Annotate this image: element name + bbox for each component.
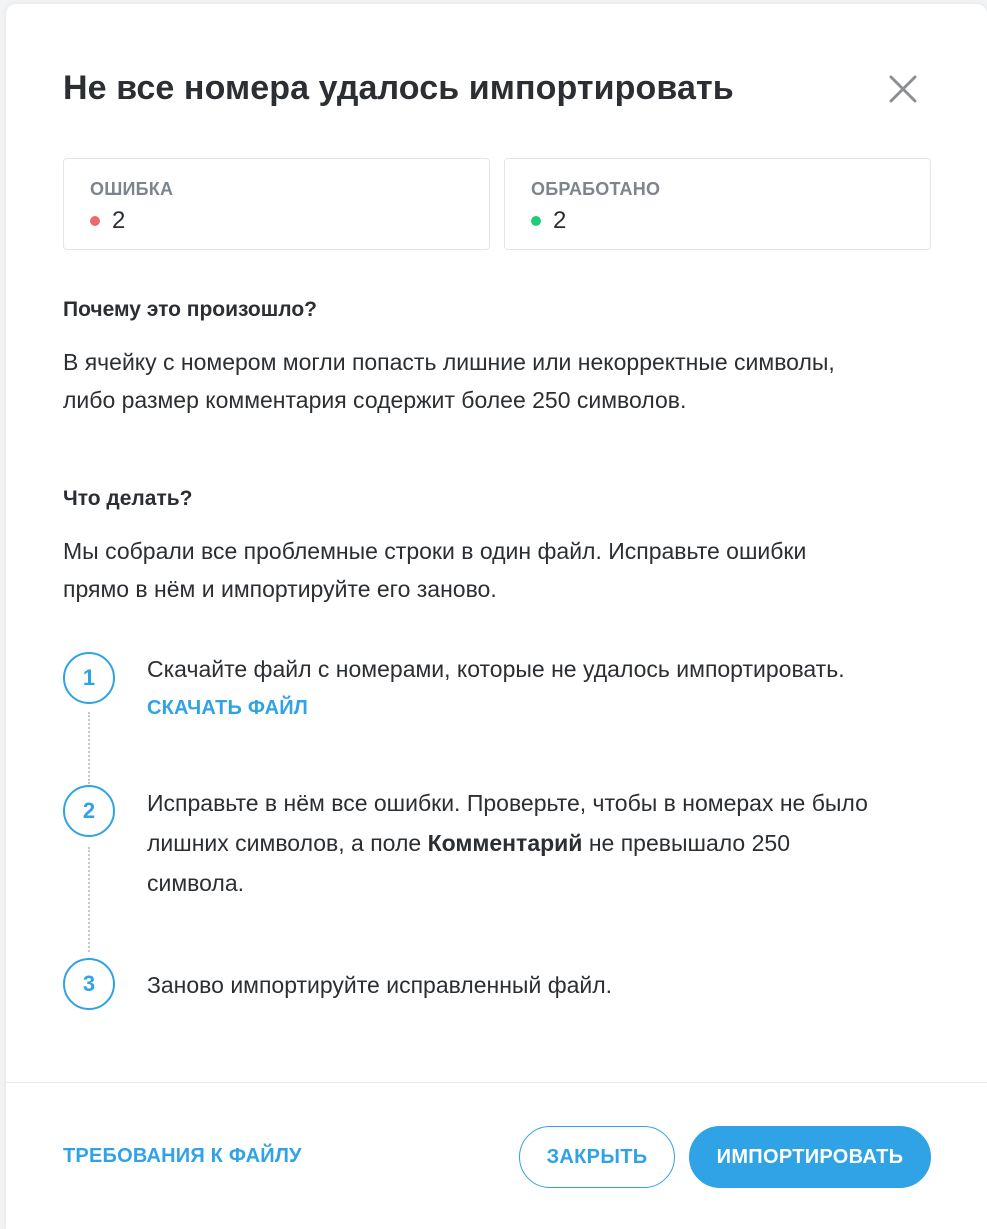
import-button[interactable]: ИМПОРТИРОВАТЬ bbox=[689, 1126, 931, 1188]
step-2-line-1: Исправьте в нём все ошибки. Проверьте, чтобы в номерах не было bbox=[147, 790, 868, 816]
processed-stat-value-row bbox=[531, 207, 566, 235]
what-line-2: прямо в нём и импортируйте его заново. bbox=[63, 576, 497, 602]
comment-field-name: Комментарий bbox=[427, 830, 583, 856]
step-number-1: 1 bbox=[63, 652, 115, 704]
step-number-2: 2 bbox=[63, 785, 115, 837]
why-description bbox=[63, 343, 933, 419]
footer-divider bbox=[6, 1082, 987, 1083]
import-errors-dialog bbox=[6, 4, 987, 1229]
step-3-text: Заново импортируйте исправленный файл. bbox=[147, 972, 613, 998]
why-heading: Почему это произошло? bbox=[63, 298, 317, 321]
error-stat-value: 2 bbox=[112, 207, 126, 234]
what-description bbox=[63, 532, 933, 608]
error-stat-card bbox=[63, 158, 490, 250]
close-dialog-button[interactable]: ЗАКРЫТЬ bbox=[519, 1126, 675, 1188]
close-icon bbox=[886, 72, 920, 106]
step-connector-1 bbox=[88, 712, 90, 784]
why-line-2: либо размер комментария содержит более 250 символов. bbox=[63, 387, 687, 413]
step-2-text bbox=[147, 783, 947, 903]
step-number-3: 3 bbox=[63, 958, 115, 1010]
processed-stat-value: 2 bbox=[553, 207, 567, 234]
download-file-link[interactable]: СКАЧАТЬ ФАЙЛ bbox=[147, 697, 309, 719]
error-stat-label: ОШИБКА bbox=[90, 179, 174, 199]
close-button[interactable] bbox=[886, 72, 920, 106]
processed-status-dot bbox=[531, 216, 541, 226]
processed-stat-label: ОБРАБОТАНО bbox=[531, 179, 661, 199]
what-line-1: Мы собрали все проблемные строки в один файл. Исправьте ошибки bbox=[63, 538, 807, 564]
processed-stat-card bbox=[504, 158, 931, 250]
step-2-line-2-end: не превышало 250 bbox=[582, 830, 790, 856]
dialog-title: Не все номера удалось импортировать bbox=[63, 69, 734, 107]
step-2-line-3: символа. bbox=[147, 870, 245, 896]
step-1-text: Скачайте файл с номерами, которые не удалось импортировать. bbox=[147, 656, 845, 682]
step-connector-2 bbox=[88, 847, 90, 952]
file-requirements-link[interactable]: ТРЕБОВАНИЯ К ФАЙЛУ bbox=[63, 1145, 302, 1167]
error-status-dot bbox=[90, 216, 100, 226]
step-2-line-2-start: лишних символов, а поле bbox=[147, 830, 428, 856]
why-line-1: В ячейку с номером могли попасть лишние или некорректные символы, bbox=[63, 349, 835, 375]
what-heading: Что делать? bbox=[63, 487, 193, 510]
error-stat-value-row bbox=[90, 207, 125, 235]
